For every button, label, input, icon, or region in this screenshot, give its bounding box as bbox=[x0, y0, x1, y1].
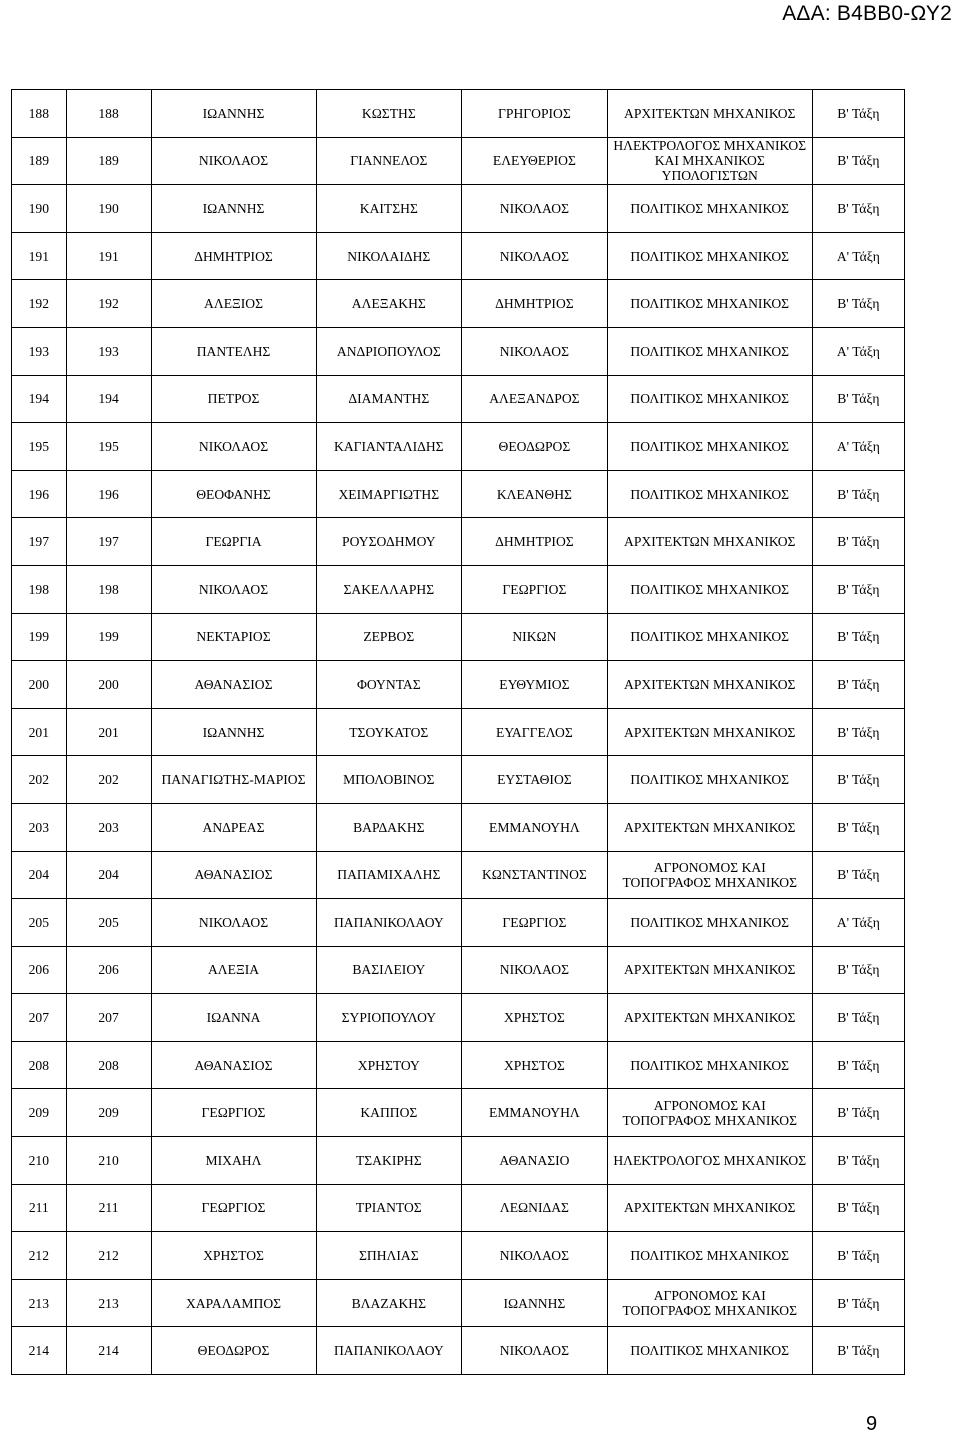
row-index-cell: 210 bbox=[12, 1137, 67, 1185]
surname-cell: ΠΑΠΑΝΙΚΟΛΑΟΥ bbox=[316, 1327, 462, 1375]
first-name-cell: ΑΘΑΝΑΣΙΟΣ bbox=[151, 1041, 316, 1089]
row-index-cell: 206 bbox=[12, 946, 67, 994]
surname-cell: ΤΣΟΥΚΑΤΟΣ bbox=[316, 708, 462, 756]
father-name-cell: ΝΙΚΟΛΑΟΣ bbox=[462, 327, 608, 375]
registry-number-cell: 202 bbox=[66, 756, 151, 804]
registry-number-cell: 194 bbox=[66, 375, 151, 423]
class-cell: Β' Τάξη bbox=[812, 1041, 904, 1089]
table-row bbox=[12, 1327, 905, 1375]
surname-cell: ΠΑΠΑΝΙΚΟΛΑΟΥ bbox=[316, 899, 462, 947]
row-index-cell: 193 bbox=[12, 327, 67, 375]
specialty-cell: ΑΡΧΙΤΕΚΤΩΝ ΜΗΧΑΝΙΚΟΣ bbox=[607, 90, 812, 138]
registry-number-cell: 207 bbox=[66, 994, 151, 1042]
row-index-cell: 190 bbox=[12, 185, 67, 233]
row-index-cell: 199 bbox=[12, 613, 67, 661]
class-cell: Α' Τάξη bbox=[812, 232, 904, 280]
father-name-cell: ΙΩΑΝΝΗΣ bbox=[462, 1279, 608, 1327]
class-cell: Β' Τάξη bbox=[812, 565, 904, 613]
roster-table bbox=[11, 89, 905, 1375]
father-name-cell: ΝΙΚΟΛΑΟΣ bbox=[462, 232, 608, 280]
father-name-cell: ΧΡΗΣΤΟΣ bbox=[462, 994, 608, 1042]
father-name-cell: ΝΙΚΟΛΑΟΣ bbox=[462, 1327, 608, 1375]
father-name-cell: ΑΛΕΞΑΝΔΡΟΣ bbox=[462, 375, 608, 423]
father-name-cell: ΓΕΩΡΓΙΟΣ bbox=[462, 565, 608, 613]
father-name-cell: ΓΕΩΡΓΙΟΣ bbox=[462, 899, 608, 947]
registry-number-cell: 197 bbox=[66, 518, 151, 566]
class-cell: Α' Τάξη bbox=[812, 327, 904, 375]
table-row bbox=[12, 1232, 905, 1280]
registry-number-cell: 199 bbox=[66, 613, 151, 661]
table-row bbox=[12, 185, 905, 233]
surname-cell: ΔΙΑΜΑΝΤΗΣ bbox=[316, 375, 462, 423]
row-index-cell: 205 bbox=[12, 899, 67, 947]
table-row bbox=[12, 946, 905, 994]
registry-number-cell: 193 bbox=[66, 327, 151, 375]
table-row bbox=[12, 851, 905, 899]
table-row bbox=[12, 565, 905, 613]
class-cell: Β' Τάξη bbox=[812, 756, 904, 804]
registry-number-cell: 213 bbox=[66, 1279, 151, 1327]
class-cell: Β' Τάξη bbox=[812, 518, 904, 566]
specialty-cell: ΑΡΧΙΤΕΚΤΩΝ ΜΗΧΑΝΙΚΟΣ bbox=[607, 803, 812, 851]
specialty-cell: ΠΟΛΙΤΙΚΟΣ ΜΗΧΑΝΙΚΟΣ bbox=[607, 185, 812, 233]
class-cell: Β' Τάξη bbox=[812, 708, 904, 756]
table-row bbox=[12, 1089, 905, 1137]
class-cell: Β' Τάξη bbox=[812, 851, 904, 899]
first-name-cell: ΠΕΤΡΟΣ bbox=[151, 375, 316, 423]
surname-cell: ΠΑΠΑΜΙΧΑΛΗΣ bbox=[316, 851, 462, 899]
table-row bbox=[12, 1137, 905, 1185]
first-name-cell: ΜΙΧΑΗΛ bbox=[151, 1137, 316, 1185]
registry-number-cell: 214 bbox=[66, 1327, 151, 1375]
class-cell: Β' Τάξη bbox=[812, 946, 904, 994]
first-name-cell: ΝΙΚΟΛΑΟΣ bbox=[151, 137, 316, 185]
father-name-cell: ΕΜΜΑΝΟΥΗΛ bbox=[462, 1089, 608, 1137]
specialty-cell: ΠΟΛΙΤΙΚΟΣ ΜΗΧΑΝΙΚΟΣ bbox=[607, 327, 812, 375]
specialty-cell: ΠΟΛΙΤΙΚΟΣ ΜΗΧΑΝΙΚΟΣ bbox=[607, 613, 812, 661]
surname-cell: ΒΑΡΔΑΚΗΣ bbox=[316, 803, 462, 851]
specialty-cell: ΑΡΧΙΤΕΚΤΩΝ ΜΗΧΑΝΙΚΟΣ bbox=[607, 708, 812, 756]
class-cell: Β' Τάξη bbox=[812, 1279, 904, 1327]
surname-cell: ΑΝΔΡΙΟΠΟΥΛΟΣ bbox=[316, 327, 462, 375]
table-row bbox=[12, 1184, 905, 1232]
first-name-cell: ΓΕΩΡΓΙΑ bbox=[151, 518, 316, 566]
first-name-cell: ΓΕΩΡΓΙΟΣ bbox=[151, 1184, 316, 1232]
first-name-cell: ΓΕΩΡΓΙΟΣ bbox=[151, 1089, 316, 1137]
surname-cell: ΒΑΣΙΛΕΙΟΥ bbox=[316, 946, 462, 994]
registry-number-cell: 195 bbox=[66, 423, 151, 471]
specialty-cell: ΠΟΛΙΤΙΚΟΣ ΜΗΧΑΝΙΚΟΣ bbox=[607, 375, 812, 423]
table-row bbox=[12, 756, 905, 804]
surname-cell: ΜΠΟΛΟΒΙΝΟΣ bbox=[316, 756, 462, 804]
row-index-cell: 208 bbox=[12, 1041, 67, 1089]
first-name-cell: ΑΘΑΝΑΣΙΟΣ bbox=[151, 851, 316, 899]
row-index-cell: 201 bbox=[12, 708, 67, 756]
class-cell: Β' Τάξη bbox=[812, 1232, 904, 1280]
registry-number-cell: 201 bbox=[66, 708, 151, 756]
specialty-cell: ΑΓΡΟΝΟΜΟΣ ΚΑΙ ΤΟΠΟΓΡΑΦΟΣ ΜΗΧΑΝΙΚΟΣ bbox=[607, 1089, 812, 1137]
surname-cell: ΡΟΥΣΟΔΗΜΟΥ bbox=[316, 518, 462, 566]
father-name-cell: ΔΗΜΗΤΡΙΟΣ bbox=[462, 518, 608, 566]
row-index-cell: 207 bbox=[12, 994, 67, 1042]
surname-cell: ΑΛΕΞΑΚΗΣ bbox=[316, 280, 462, 328]
father-name-cell: ΝΙΚΟΛΑΟΣ bbox=[462, 946, 608, 994]
first-name-cell: ΘΕΟΦΑΝΗΣ bbox=[151, 470, 316, 518]
class-cell: Β' Τάξη bbox=[812, 661, 904, 709]
table-row bbox=[12, 661, 905, 709]
registry-number-cell: 189 bbox=[66, 137, 151, 185]
class-cell: Β' Τάξη bbox=[812, 994, 904, 1042]
first-name-cell: ΧΑΡΑΛΑΜΠΟΣ bbox=[151, 1279, 316, 1327]
specialty-cell: ΗΛΕΚΤΡΟΛΟΓΟΣ ΜΗΧΑΝΙΚΟΣ ΚΑΙ ΜΗΧΑΝΙΚΟΣ ΥΠΟΛΟΓΙΣΤΩΝ bbox=[607, 137, 812, 185]
surname-cell: ΚΩΣΤΗΣ bbox=[316, 90, 462, 138]
father-name-cell: ΕΥΘΥΜΙΟΣ bbox=[462, 661, 608, 709]
father-name-cell: ΛΕΩΝΙΔΑΣ bbox=[462, 1184, 608, 1232]
first-name-cell: ΝΕΚΤΑΡΙΟΣ bbox=[151, 613, 316, 661]
row-index-cell: 188 bbox=[12, 90, 67, 138]
father-name-cell: ΝΙΚΟΛΑΟΣ bbox=[462, 1232, 608, 1280]
registry-number-cell: 198 bbox=[66, 565, 151, 613]
table-row bbox=[12, 90, 905, 138]
surname-cell: ΓΙΑΝΝΕΛΟΣ bbox=[316, 137, 462, 185]
first-name-cell: ΙΩΑΝΝΗΣ bbox=[151, 185, 316, 233]
father-name-cell: ΔΗΜΗΤΡΙΟΣ bbox=[462, 280, 608, 328]
specialty-cell: ΑΡΧΙΤΕΚΤΩΝ ΜΗΧΑΝΙΚΟΣ bbox=[607, 994, 812, 1042]
row-index-cell: 213 bbox=[12, 1279, 67, 1327]
ada-code: ΑΔΑ: Β4ΒΒ0-ΩΥ2 bbox=[782, 2, 952, 25]
class-cell: Α' Τάξη bbox=[812, 423, 904, 471]
row-index-cell: 200 bbox=[12, 661, 67, 709]
surname-cell: ΧΕΙΜΑΡΓΙΩΤΗΣ bbox=[316, 470, 462, 518]
first-name-cell: ΠΑΝΤΕΛΗΣ bbox=[151, 327, 316, 375]
table-row bbox=[12, 137, 905, 185]
specialty-cell: ΠΟΛΙΤΙΚΟΣ ΜΗΧΑΝΙΚΟΣ bbox=[607, 1327, 812, 1375]
class-cell: Β' Τάξη bbox=[812, 1137, 904, 1185]
class-cell: Β' Τάξη bbox=[812, 803, 904, 851]
row-index-cell: 195 bbox=[12, 423, 67, 471]
table-row bbox=[12, 518, 905, 566]
class-cell: Β' Τάξη bbox=[812, 185, 904, 233]
first-name-cell: ΝΙΚΟΛΑΟΣ bbox=[151, 423, 316, 471]
registry-number-cell: 205 bbox=[66, 899, 151, 947]
table-row bbox=[12, 280, 905, 328]
first-name-cell: ΙΩΑΝΝΑ bbox=[151, 994, 316, 1042]
table-row bbox=[12, 375, 905, 423]
specialty-cell: ΑΓΡΟΝΟΜΟΣ ΚΑΙ ΤΟΠΟΓΡΑΦΟΣ ΜΗΧΑΝΙΚΟΣ bbox=[607, 851, 812, 899]
row-index-cell: 191 bbox=[12, 232, 67, 280]
registry-number-cell: 188 bbox=[66, 90, 151, 138]
surname-cell: ΚΑΓΙΑΝΤΑΛΙΔΗΣ bbox=[316, 423, 462, 471]
registry-number-cell: 210 bbox=[66, 1137, 151, 1185]
registry-number-cell: 211 bbox=[66, 1184, 151, 1232]
father-name-cell: ΑΘΑΝΑΣΙΟ bbox=[462, 1137, 608, 1185]
table-row bbox=[12, 423, 905, 471]
father-name-cell: ΕΥΣΤΑΘΙΟΣ bbox=[462, 756, 608, 804]
first-name-cell: ΙΩΑΝΝΗΣ bbox=[151, 708, 316, 756]
specialty-cell: ΑΡΧΙΤΕΚΤΩΝ ΜΗΧΑΝΙΚΟΣ bbox=[607, 518, 812, 566]
surname-cell: ΦΟΥΝΤΑΣ bbox=[316, 661, 462, 709]
first-name-cell: ΑΛΕΞΙΟΣ bbox=[151, 280, 316, 328]
row-index-cell: 211 bbox=[12, 1184, 67, 1232]
table-row bbox=[12, 1279, 905, 1327]
specialty-cell: ΠΟΛΙΤΙΚΟΣ ΜΗΧΑΝΙΚΟΣ bbox=[607, 756, 812, 804]
table-row bbox=[12, 613, 905, 661]
first-name-cell: ΘΕΟΔΩΡΟΣ bbox=[151, 1327, 316, 1375]
father-name-cell: ΚΛΕΑΝΘΗΣ bbox=[462, 470, 608, 518]
row-index-cell: 198 bbox=[12, 565, 67, 613]
registry-number-cell: 209 bbox=[66, 1089, 151, 1137]
specialty-cell: ΠΟΛΙΤΙΚΟΣ ΜΗΧΑΝΙΚΟΣ bbox=[607, 1232, 812, 1280]
first-name-cell: ΑΝΔΡΕΑΣ bbox=[151, 803, 316, 851]
first-name-cell: ΝΙΚΟΛΑΟΣ bbox=[151, 899, 316, 947]
first-name-cell: ΙΩΑΝΝΗΣ bbox=[151, 90, 316, 138]
registry-number-cell: 204 bbox=[66, 851, 151, 899]
table-row bbox=[12, 470, 905, 518]
first-name-cell: ΝΙΚΟΛΑΟΣ bbox=[151, 565, 316, 613]
class-cell: Β' Τάξη bbox=[812, 1327, 904, 1375]
specialty-cell: ΠΟΛΙΤΙΚΟΣ ΜΗΧΑΝΙΚΟΣ bbox=[607, 423, 812, 471]
father-name-cell: ΕΛΕΥΘΕΡΙΟΣ bbox=[462, 137, 608, 185]
class-cell: Β' Τάξη bbox=[812, 137, 904, 185]
father-name-cell: ΓΡΗΓΟΡΙΟΣ bbox=[462, 90, 608, 138]
class-cell: Β' Τάξη bbox=[812, 470, 904, 518]
specialty-cell: ΠΟΛΙΤΙΚΟΣ ΜΗΧΑΝΙΚΟΣ bbox=[607, 565, 812, 613]
specialty-cell: ΠΟΛΙΤΙΚΟΣ ΜΗΧΑΝΙΚΟΣ bbox=[607, 899, 812, 947]
row-index-cell: 196 bbox=[12, 470, 67, 518]
table-row bbox=[12, 708, 905, 756]
table-row bbox=[12, 899, 905, 947]
surname-cell: ΖΕΡΒΟΣ bbox=[316, 613, 462, 661]
table-row bbox=[12, 232, 905, 280]
roster-body bbox=[12, 90, 905, 1375]
class-cell: Β' Τάξη bbox=[812, 613, 904, 661]
surname-cell: ΣΑΚΕΛΛΑΡΗΣ bbox=[316, 565, 462, 613]
father-name-cell: ΕΜΜΑΝΟΥΗΛ bbox=[462, 803, 608, 851]
first-name-cell: ΑΘΑΝΑΣΙΟΣ bbox=[151, 661, 316, 709]
first-name-cell: ΠΑΝΑΓΙΩΤΗΣ-ΜΑΡΙΟΣ bbox=[151, 756, 316, 804]
surname-cell: ΤΡΙΑΝΤΟΣ bbox=[316, 1184, 462, 1232]
class-cell: Β' Τάξη bbox=[812, 280, 904, 328]
first-name-cell: ΧΡΗΣΤΟΣ bbox=[151, 1232, 316, 1280]
surname-cell: ΣΠΗΛΙΑΣ bbox=[316, 1232, 462, 1280]
table-row bbox=[12, 1041, 905, 1089]
class-cell: Β' Τάξη bbox=[812, 1089, 904, 1137]
registry-number-cell: 203 bbox=[66, 803, 151, 851]
surname-cell: ΒΛΑΖΑΚΗΣ bbox=[316, 1279, 462, 1327]
specialty-cell: ΑΡΧΙΤΕΚΤΩΝ ΜΗΧΑΝΙΚΟΣ bbox=[607, 946, 812, 994]
row-index-cell: 189 bbox=[12, 137, 67, 185]
specialty-cell: ΑΓΡΟΝΟΜΟΣ ΚΑΙ ΤΟΠΟΓΡΑΦΟΣ ΜΗΧΑΝΙΚΟΣ bbox=[607, 1279, 812, 1327]
row-index-cell: 212 bbox=[12, 1232, 67, 1280]
registry-number-cell: 191 bbox=[66, 232, 151, 280]
class-cell: Β' Τάξη bbox=[812, 375, 904, 423]
class-cell: Α' Τάξη bbox=[812, 899, 904, 947]
specialty-cell: ΠΟΛΙΤΙΚΟΣ ΜΗΧΑΝΙΚΟΣ bbox=[607, 470, 812, 518]
registry-number-cell: 208 bbox=[66, 1041, 151, 1089]
surname-cell: ΚΑΠΠΟΣ bbox=[316, 1089, 462, 1137]
registry-number-cell: 206 bbox=[66, 946, 151, 994]
row-index-cell: 209 bbox=[12, 1089, 67, 1137]
class-cell: Β' Τάξη bbox=[812, 1184, 904, 1232]
row-index-cell: 214 bbox=[12, 1327, 67, 1375]
page-number: 9 bbox=[866, 1413, 878, 1435]
surname-cell: ΤΣΑΚΙΡΗΣ bbox=[316, 1137, 462, 1185]
row-index-cell: 203 bbox=[12, 803, 67, 851]
father-name-cell: ΘΕΟΔΩΡΟΣ bbox=[462, 423, 608, 471]
father-name-cell: ΧΡΗΣΤΟΣ bbox=[462, 1041, 608, 1089]
surname-cell: ΧΡΗΣΤΟΥ bbox=[316, 1041, 462, 1089]
surname-cell: ΚΑΙΤΣΗΣ bbox=[316, 185, 462, 233]
specialty-cell: ΑΡΧΙΤΕΚΤΩΝ ΜΗΧΑΝΙΚΟΣ bbox=[607, 661, 812, 709]
first-name-cell: ΔΗΜΗΤΡΙΟΣ bbox=[151, 232, 316, 280]
specialty-cell: ΠΟΛΙΤΙΚΟΣ ΜΗΧΑΝΙΚΟΣ bbox=[607, 1041, 812, 1089]
specialty-cell: ΠΟΛΙΤΙΚΟΣ ΜΗΧΑΝΙΚΟΣ bbox=[607, 280, 812, 328]
class-cell: Β' Τάξη bbox=[812, 90, 904, 138]
table-row bbox=[12, 803, 905, 851]
registry-number-cell: 196 bbox=[66, 470, 151, 518]
row-index-cell: 194 bbox=[12, 375, 67, 423]
registry-number-cell: 190 bbox=[66, 185, 151, 233]
surname-cell: ΣΥΡΙΟΠΟΥΛΟΥ bbox=[316, 994, 462, 1042]
first-name-cell: ΑΛΕΞΙΑ bbox=[151, 946, 316, 994]
row-index-cell: 197 bbox=[12, 518, 67, 566]
row-index-cell: 202 bbox=[12, 756, 67, 804]
registry-number-cell: 192 bbox=[66, 280, 151, 328]
registry-number-cell: 200 bbox=[66, 661, 151, 709]
row-index-cell: 204 bbox=[12, 851, 67, 899]
surname-cell: ΝΙΚΟΛΑΙΔΗΣ bbox=[316, 232, 462, 280]
father-name-cell: ΝΙΚΟΛΑΟΣ bbox=[462, 185, 608, 233]
table-row bbox=[12, 994, 905, 1042]
father-name-cell: ΕΥΑΓΓΕΛΟΣ bbox=[462, 708, 608, 756]
row-index-cell: 192 bbox=[12, 280, 67, 328]
father-name-cell: ΚΩΝΣΤΑΝΤΙΝΟΣ bbox=[462, 851, 608, 899]
registry-number-cell: 212 bbox=[66, 1232, 151, 1280]
father-name-cell: ΝΙΚΩΝ bbox=[462, 613, 608, 661]
table-row bbox=[12, 327, 905, 375]
specialty-cell: ΑΡΧΙΤΕΚΤΩΝ ΜΗΧΑΝΙΚΟΣ bbox=[607, 1184, 812, 1232]
specialty-cell: ΠΟΛΙΤΙΚΟΣ ΜΗΧΑΝΙΚΟΣ bbox=[607, 232, 812, 280]
specialty-cell: ΗΛΕΚΤΡΟΛΟΓΟΣ ΜΗΧΑΝΙΚΟΣ bbox=[607, 1137, 812, 1185]
